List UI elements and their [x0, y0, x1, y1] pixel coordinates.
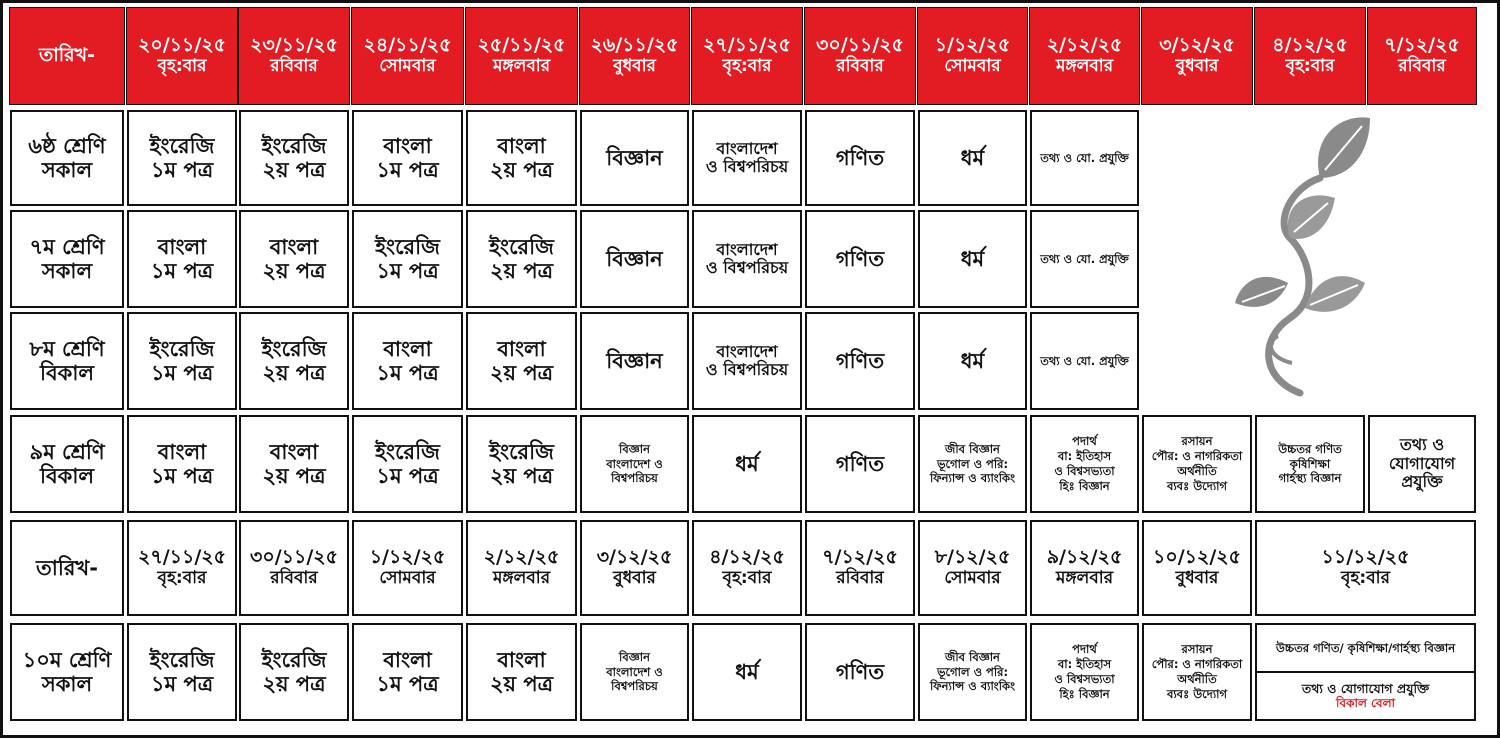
header-date-cell	[918, 8, 1027, 104]
second-header-date: ৮/১২/২৫	[934, 546, 1011, 569]
subject-cell	[805, 210, 915, 308]
subject-line: রসায়ন	[1181, 434, 1213, 449]
subject-line: গণিত	[835, 145, 885, 170]
subject-line: ২য় পত্র	[489, 158, 554, 182]
second-header-date-cell	[1255, 520, 1476, 616]
subject-line: ইংরেজি	[489, 234, 554, 259]
subject-line: ১ম পত্র	[376, 259, 439, 283]
second-header-label-cell	[10, 520, 124, 616]
subject-cell	[239, 415, 349, 513]
subject-cell	[918, 312, 1027, 410]
subject-line: গণিত	[835, 659, 885, 684]
subject-line: ২য় পত্র	[262, 464, 326, 488]
subject-line: ও বিশ্বপরিচয়	[705, 157, 789, 176]
class-label-cell	[10, 210, 124, 308]
last-cell-bottom	[1257, 671, 1474, 719]
header-day: রবিবার	[1398, 56, 1446, 77]
subject-line: তথ্য ও যো. প্রযুক্তি	[1040, 353, 1129, 368]
subject-line: ধর্ম	[960, 145, 985, 170]
header-date-cell	[352, 8, 463, 104]
subject-line: বাংলা	[157, 234, 207, 259]
class-label: ১০ম শ্রেণি	[22, 647, 112, 672]
class-10-subject-cell	[239, 623, 349, 721]
subject-line: পৌর: ও নাগরিকতা	[1151, 657, 1243, 672]
class-label: বিকাল	[39, 464, 95, 488]
header-date: ২/১২/২৫	[1046, 34, 1123, 57]
subject-line: তথ্য ও যোগাযোগ	[1388, 435, 1456, 473]
subject-cell	[805, 312, 915, 410]
subject-cell	[692, 415, 802, 513]
class-label: সকাল	[41, 259, 93, 283]
header-day: সোমবার	[379, 56, 436, 77]
header-date: ২৩/১১/২৫	[250, 34, 338, 57]
subject-line: পদার্থ	[1072, 434, 1097, 449]
subject-line: ১ম পত্র	[150, 158, 214, 182]
subject-cell	[918, 110, 1027, 206]
second-header-date: ১/১২/২৫	[369, 546, 446, 569]
subject-cell	[1030, 110, 1139, 206]
class-label: ৯ম শ্রেণি	[29, 439, 105, 464]
header-day: বৃহ:বার	[1285, 56, 1335, 77]
subject-cell	[1030, 312, 1139, 410]
header-date: ৪/১২/২৫	[1272, 34, 1348, 57]
subject-line: প্রযুক্তি	[1401, 472, 1443, 492]
header-date: ২৪/১১/২৫	[363, 34, 452, 57]
subject-line: বিজ্ঞান	[606, 145, 663, 170]
subject-cell	[1368, 415, 1476, 513]
subject-line: ধর্ম	[735, 451, 759, 476]
second-header-day: সোমবার	[944, 568, 1001, 589]
subject-cell	[352, 415, 463, 513]
subject-line: বাংলাদেশ ও	[606, 664, 663, 679]
header-date-cell	[805, 8, 915, 104]
subject-line: বাংলা	[269, 234, 319, 259]
class-label: ৮ম শ্রেণি	[29, 336, 105, 361]
subject-cell	[1142, 415, 1252, 513]
second-header-date-cell	[692, 520, 802, 616]
subject-cell	[692, 110, 802, 206]
header-date-cell	[127, 8, 237, 104]
subject-line: ইংরেজি	[261, 647, 327, 672]
subject-line: ২য় পত্র	[262, 361, 326, 385]
header-day: মঙ্গলবার	[1055, 56, 1114, 77]
second-header-date-cell	[352, 520, 463, 616]
subject-line: ভূগোল ও পরি:	[936, 456, 1009, 471]
subject-cell	[127, 210, 237, 308]
subject-line: উচ্চতর গণিত	[1278, 441, 1342, 456]
class-10-subject-cell	[805, 623, 915, 721]
subject-line: ১ম পত্র	[150, 259, 214, 283]
subject-line: ১ম পত্র	[376, 158, 439, 182]
second-header-day: মঙ্গলবার	[492, 568, 551, 589]
class-10-subject-cell	[127, 623, 237, 721]
subject-line: ১ম পত্র	[376, 361, 439, 385]
subject-cell	[352, 110, 463, 206]
subject-cell	[466, 415, 577, 513]
subject-line: ইংরেজি	[375, 439, 440, 464]
header-day: বুধবার	[1175, 56, 1219, 77]
second-header-day: বৃহ:বার	[157, 568, 207, 589]
subject-line: তথ্য ও যো. প্রযুক্তি	[1040, 150, 1129, 165]
subject-line: গার্হস্থ্য বিজ্ঞান	[1278, 471, 1342, 486]
subject-line: বাংলাদেশ	[716, 341, 778, 361]
class-10-subject-cell	[692, 623, 802, 721]
subject-line: অর্থনীতি	[1177, 672, 1217, 686]
class-label: বিকাল	[39, 361, 95, 385]
subject-line: ও বিশ্বসভ্যতা	[1054, 672, 1115, 686]
header-date-cell	[1030, 8, 1139, 104]
second-header-date: ৯/১২/২৫	[1046, 546, 1123, 569]
class-10-subject-cell	[918, 623, 1027, 721]
subject-line: পৌর: ও নাগরিকতা	[1151, 449, 1243, 464]
subject-cell	[127, 110, 237, 206]
second-header-date: ৩/১২/২৫	[596, 546, 673, 569]
last-cell-top-text: উচ্চতর গণিত/ কৃষিশিক্ষা/গার্হস্থ্য বিজ্ঞান	[1275, 640, 1456, 655]
subject-line: বিশ্বপরিচয়	[611, 679, 658, 694]
second-header-date: ৭/১২/২৫	[822, 546, 898, 569]
subject-line: ধর্ম	[960, 246, 985, 271]
subject-line: ইংরেজি	[261, 133, 327, 158]
subject-line: ২য় পত্র	[489, 464, 554, 488]
header-date-cell	[466, 8, 577, 104]
class-label: ৭ম শ্রেণি	[29, 234, 105, 259]
subject-cell	[918, 210, 1027, 308]
evening-note: বিকাল বেলা	[1335, 695, 1396, 710]
subject-line: বিশ্বপরিচয়	[611, 471, 658, 486]
top-edge-marks	[120, 0, 520, 4]
header-date: ২৬/১১/২৫	[590, 34, 679, 57]
header-day: বৃহ:বার	[157, 56, 207, 77]
second-header-date: ১০/১২/২৫	[1153, 546, 1241, 569]
subject-line: গণিত	[835, 451, 885, 476]
subject-line: ২য় পত্র	[489, 361, 554, 385]
header-day: রবিবার	[836, 56, 884, 77]
header-date-cell	[692, 8, 802, 104]
subject-line: ও বিশ্বপরিচয়	[705, 360, 789, 379]
second-header-date-cell	[1142, 520, 1252, 616]
subject-cell	[1255, 415, 1365, 513]
header-date: ৩০/১১/২৫	[816, 34, 904, 57]
class-10-subject-cell	[1030, 623, 1139, 721]
subject-line: রসায়ন	[1181, 642, 1213, 657]
subject-line: হিঃ বিজ্ঞান	[1059, 686, 1110, 701]
subject-line: ইংরেজি	[261, 336, 327, 361]
header-date: ১/১২/২৫	[934, 34, 1011, 57]
class-label: সকাল	[41, 672, 93, 696]
subject-line: ইংরেজি	[149, 647, 215, 672]
second-header-day: সোমবার	[379, 568, 436, 589]
subject-line: ২য় পত্র	[489, 259, 554, 283]
subject-line: কৃষিশিক্ষা	[1289, 456, 1331, 471]
subject-line: বিজ্ঞান	[619, 649, 650, 664]
header-date-cell	[239, 8, 349, 104]
class-10-last-cell	[1255, 623, 1476, 721]
header-date: ২৫/১১/২৫	[477, 34, 566, 57]
subject-cell	[466, 110, 577, 206]
subject-line: ধর্ম	[960, 348, 985, 373]
subject-line: বাংলা	[497, 336, 546, 361]
second-header-date: ১১/১২/২৫	[1321, 546, 1410, 569]
subject-line: বাংলাদেশ	[716, 239, 778, 259]
header-day: মঙ্গলবার	[492, 56, 551, 77]
subject-cell	[127, 312, 237, 410]
subject-line: বিজ্ঞান	[619, 441, 650, 456]
subject-cell	[580, 110, 689, 206]
subject-line: ও বিশ্বসভ্যতা	[1054, 464, 1115, 478]
subject-line: গণিত	[835, 246, 885, 271]
header-date: ৭/১২/২৫	[1384, 34, 1460, 57]
subject-cell	[692, 210, 802, 308]
header-label: তারিখ-	[38, 44, 95, 67]
subject-line: ইংরেজি	[489, 439, 554, 464]
subject-line: ভূগোল ও পরি:	[936, 664, 1009, 679]
header-date-cell	[580, 8, 689, 104]
class-10-subject-cell	[466, 623, 577, 721]
subject-line: ১ম পত্র	[376, 672, 439, 696]
second-header-date-cell	[580, 520, 689, 616]
subject-line: বাংলাদেশ	[716, 138, 778, 158]
subject-line: বাংলাদেশ ও	[606, 456, 663, 471]
subject-line: পদার্থ	[1072, 642, 1097, 657]
subject-cell	[580, 210, 689, 308]
subject-cell	[239, 110, 349, 206]
header-date: ২৭/১১/২৫	[703, 34, 791, 57]
subject-cell	[580, 415, 689, 513]
subject-cell	[805, 415, 915, 513]
second-header-day: বুধবার	[613, 568, 656, 589]
class-10-subject-cell	[580, 623, 689, 721]
subject-cell	[580, 312, 689, 410]
header-date-cell	[1368, 8, 1476, 104]
subject-line: জীব বিজ্ঞান	[945, 441, 1000, 456]
subject-cell	[805, 110, 915, 206]
last-cell-bottom-text: তথ্য ও যোগাযোগ প্রযুক্তি	[1301, 681, 1430, 697]
second-header-day: বৃহ:বার	[722, 568, 772, 589]
subject-line: বা: ইতিহাস	[1057, 657, 1112, 672]
second-header-day: রবিবার	[270, 568, 318, 589]
second-header-day: বৃহ:বার	[1341, 568, 1390, 589]
second-header-day: রবিবার	[836, 568, 884, 589]
subject-line: বাংলা	[497, 133, 546, 158]
subject-line: বিজ্ঞান	[606, 348, 663, 373]
class-label: ৬ষ্ঠ শ্রেণি	[28, 133, 106, 158]
subject-line: গণিত	[835, 348, 885, 373]
subject-cell	[918, 415, 1027, 513]
subject-line: অর্থনীতি	[1177, 464, 1217, 478]
class-10-subject-cell	[352, 623, 463, 721]
subject-line: ব্যবঃ উদ্যোগ	[1166, 478, 1228, 493]
second-header-date: ২৭/১১/২৫	[138, 546, 226, 569]
second-header-label: তারিখ-	[36, 555, 98, 580]
subject-line: ২য় পত্র	[489, 672, 554, 696]
subject-cell	[692, 312, 802, 410]
subject-line: ব্যবঃ উদ্যোগ	[1166, 686, 1228, 701]
subject-cell	[239, 312, 349, 410]
subject-cell	[466, 210, 577, 308]
subject-line: ও বিশ্বপরিচয়	[705, 258, 789, 277]
leaf-vine-ornament-icon	[1230, 108, 1380, 398]
header-date-cell	[1142, 8, 1252, 104]
second-header-date-cell	[127, 520, 237, 616]
subject-line: ১ম পত্র	[150, 464, 214, 488]
subject-line: ১ম পত্র	[150, 672, 214, 696]
subject-cell	[1030, 210, 1139, 308]
subject-line: ২য় পত্র	[262, 672, 326, 696]
subject-line: বিজ্ঞান	[606, 246, 663, 271]
subject-line: ২য় পত্র	[262, 158, 326, 182]
class-label-cell	[10, 415, 124, 513]
subject-line: হিঃ বিজ্ঞান	[1059, 478, 1110, 493]
subject-line: ২য় পত্র	[262, 259, 326, 283]
second-header-day: মঙ্গলবার	[1055, 568, 1114, 589]
second-header-date: ২/১২/২৫	[483, 546, 560, 569]
subject-cell	[466, 312, 577, 410]
second-header-date-cell	[918, 520, 1027, 616]
second-header-date-cell	[805, 520, 915, 616]
subject-line: বাংলা	[497, 647, 546, 672]
subject-cell	[1030, 415, 1139, 513]
subject-line: ফিন্যান্স ও ব্যাংকিং	[929, 471, 1016, 486]
subject-line: ইংরেজি	[149, 133, 215, 158]
subject-line: বাংলা	[383, 133, 432, 158]
subject-line: ইংরেজি	[375, 234, 440, 259]
second-header-date: ৩০/১১/২৫	[250, 546, 338, 569]
header-date: ৩/১২/২৫	[1159, 34, 1235, 57]
subject-cell	[239, 210, 349, 308]
subject-line: বাংলা	[269, 439, 319, 464]
class-label-cell	[10, 110, 124, 206]
subject-cell	[352, 312, 463, 410]
header-day: সোমবার	[944, 56, 1001, 77]
second-header-date-cell	[1030, 520, 1139, 616]
subject-line: বাংলা	[383, 647, 432, 672]
class-label: সকাল	[41, 158, 93, 182]
subject-line: জীব বিজ্ঞান	[945, 649, 1000, 664]
subject-cell	[127, 415, 237, 513]
class-10-subject-cell	[1142, 623, 1252, 721]
second-header-date-cell	[466, 520, 577, 616]
subject-line: বাংলা	[383, 336, 432, 361]
header-date: ২০/১১/২৫	[138, 34, 226, 57]
subject-line: ইংরেজি	[149, 336, 215, 361]
subject-line: ১ম পত্র	[376, 464, 439, 488]
subject-line: বাংলা	[157, 439, 207, 464]
header-day: বৃহ:বার	[722, 56, 772, 77]
header-day: রবিবার	[270, 56, 318, 77]
class-label-cell	[10, 312, 124, 410]
second-header-date-cell	[239, 520, 349, 616]
header-day: বুধবার	[613, 56, 656, 77]
class-10-label-cell	[10, 623, 124, 721]
last-cell-top	[1257, 625, 1474, 671]
second-header-day: বুধবার	[1175, 568, 1219, 589]
subject-line: তথ্য ও যো. প্রযুক্তি	[1040, 251, 1129, 266]
subject-line: ১ম পত্র	[150, 361, 214, 385]
second-header-date: ৪/১২/২৫	[709, 546, 785, 569]
subject-line: ধর্ম	[735, 659, 759, 684]
subject-cell	[352, 210, 463, 308]
subject-line: ফিন্যান্স ও ব্যাংকিং	[929, 679, 1016, 694]
header-date-cell	[1255, 8, 1365, 104]
subject-line: বা: ইতিহাস	[1057, 449, 1112, 464]
header-label-cell	[10, 8, 124, 104]
